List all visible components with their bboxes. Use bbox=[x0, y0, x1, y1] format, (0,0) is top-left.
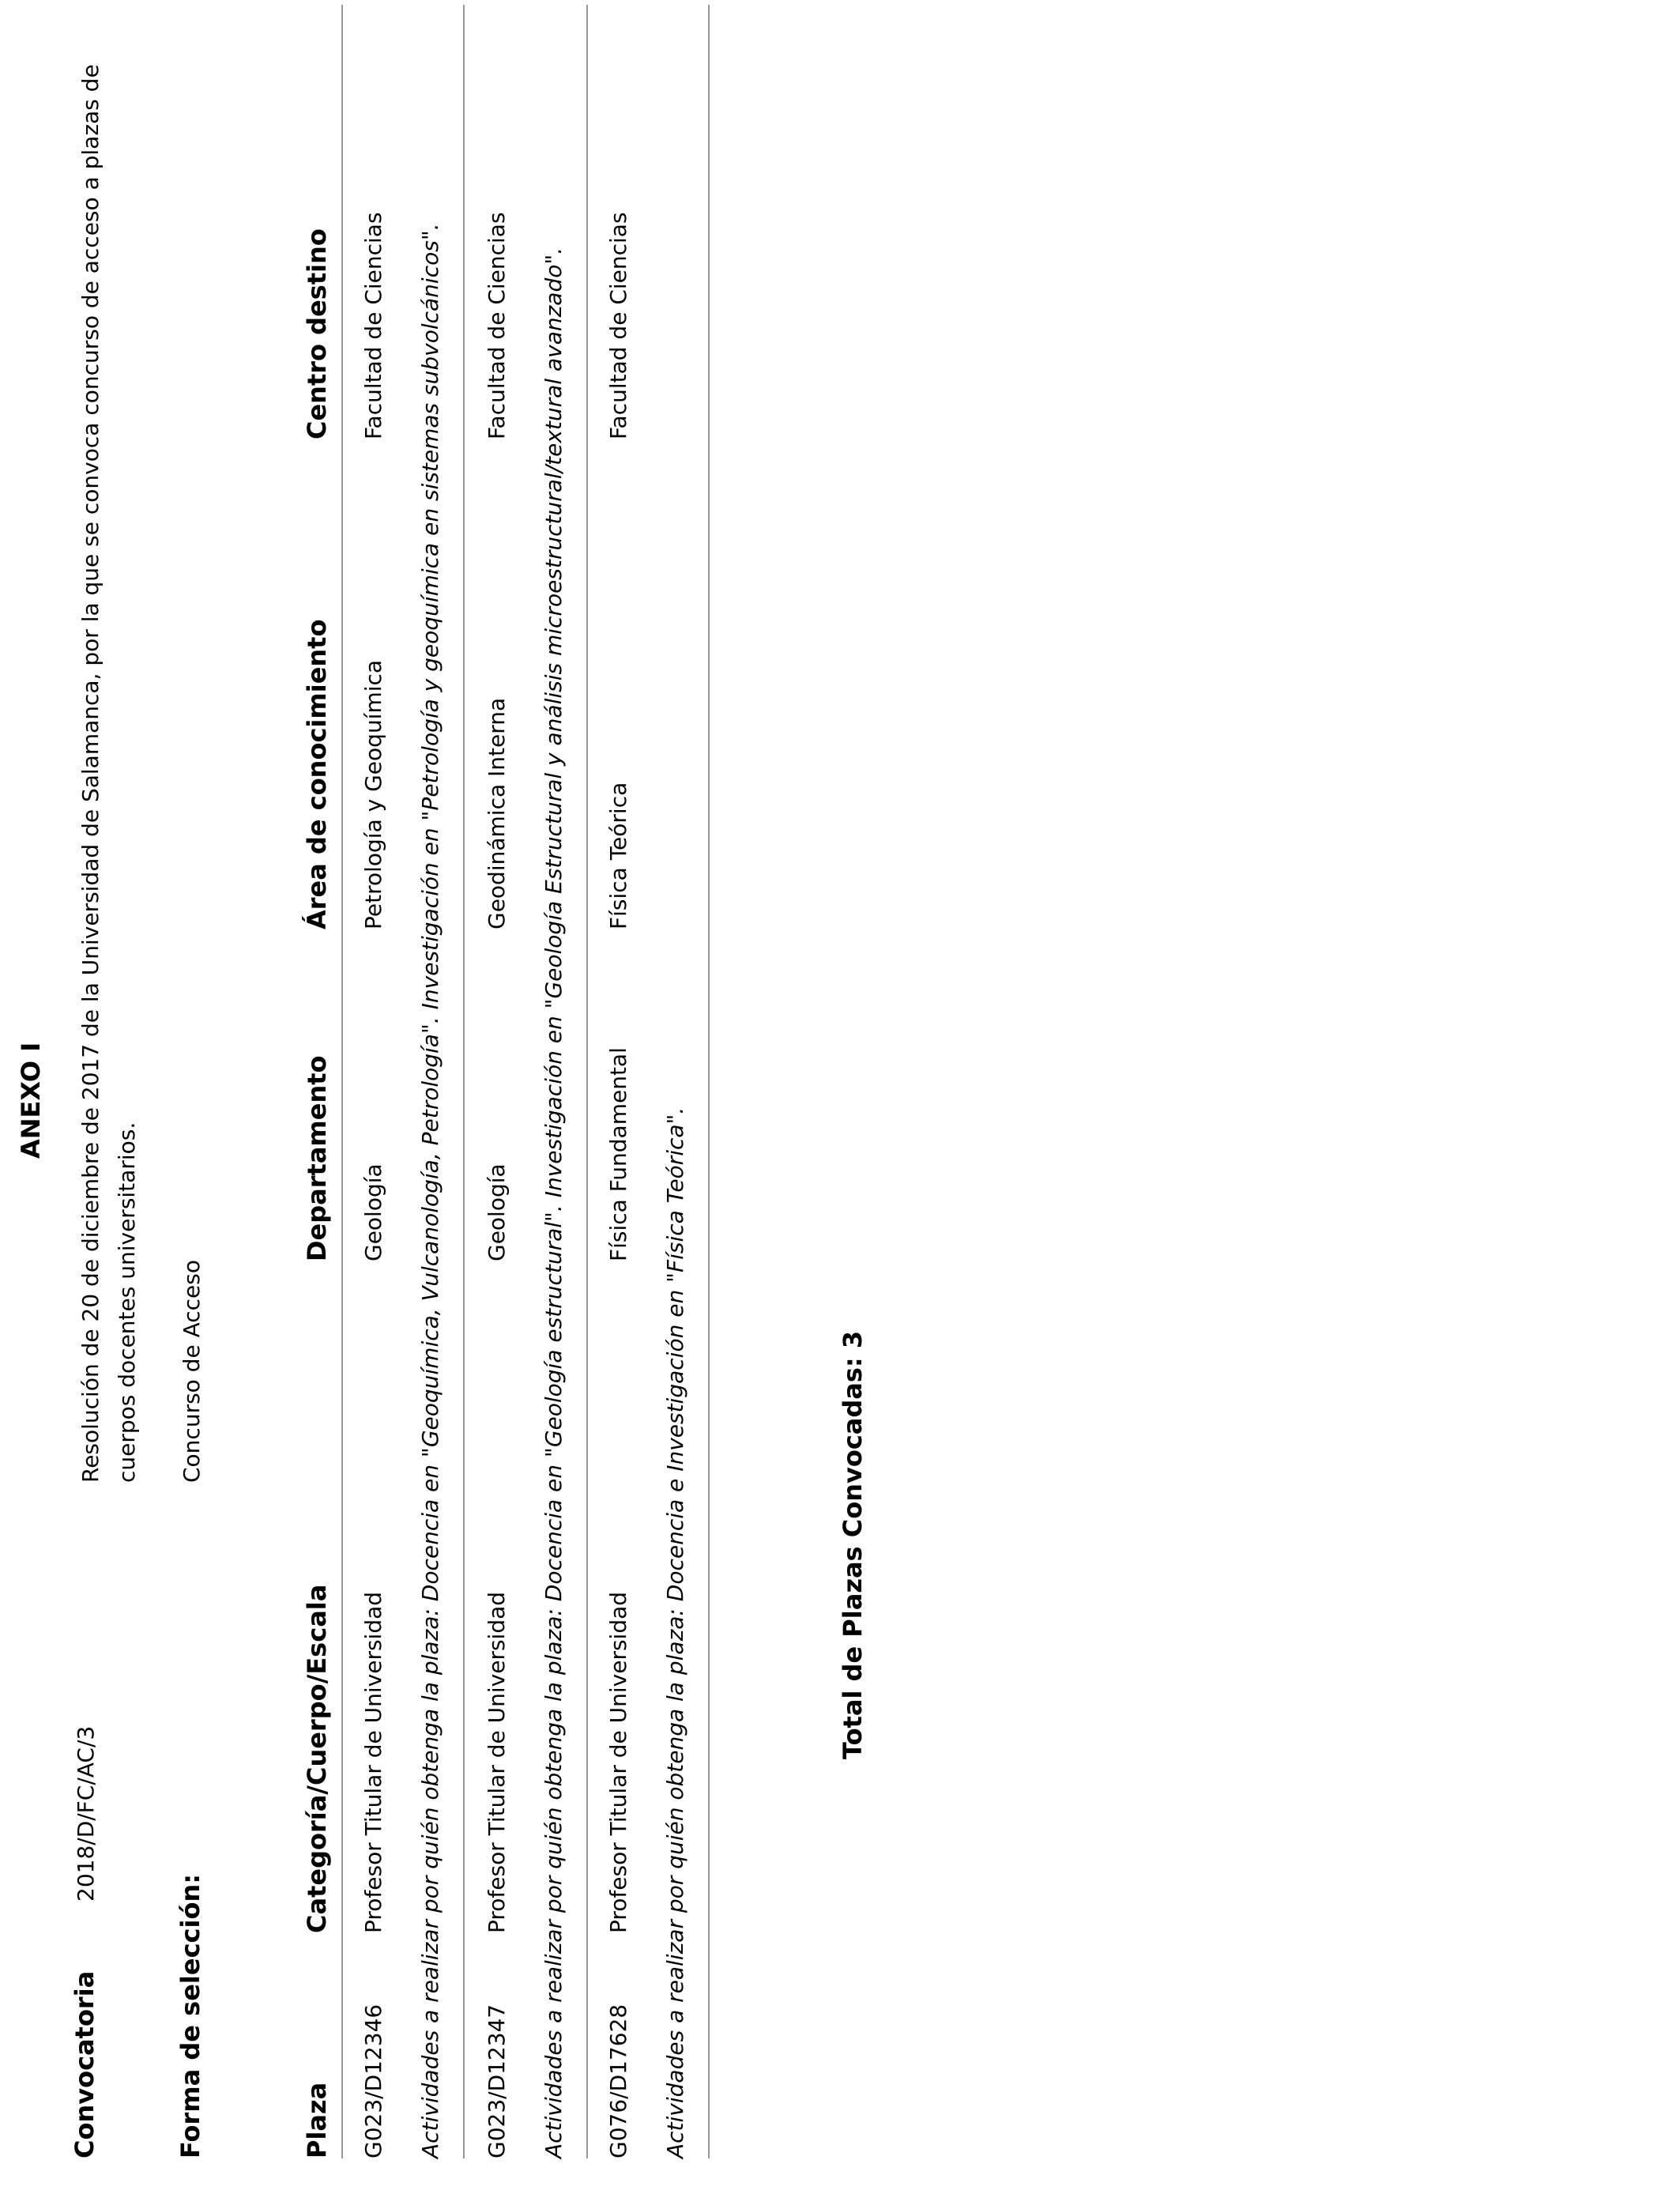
convocatoria-code: 2018/D/FC/AC/3 bbox=[73, 1725, 99, 1902]
total-plazas: Total de Plazas Convocadas: 3 bbox=[838, 1330, 868, 1759]
convocatoria-description: Resolución de 20 de diciembre de 2017 de la Universidad de Salamanca, por la que se convoca concurso de acceso a plazas de cuerpos docentes universitarios. bbox=[77, 64, 140, 1483]
header-departamento: Departamento bbox=[302, 1055, 332, 1261]
row-categoria: Profesor Titular de Universidad bbox=[605, 1591, 631, 1933]
row-centro: Facultad de Ciencias bbox=[605, 212, 631, 439]
row-centro: Facultad de Ciencias bbox=[360, 212, 386, 439]
row-plaza: G076/D17628 bbox=[605, 2004, 631, 2158]
row-departamento: Geología bbox=[484, 1163, 510, 1261]
row-categoria: Profesor Titular de Universidad bbox=[360, 1591, 386, 1933]
row-area: Geodinámica Interna bbox=[484, 697, 510, 929]
header-rule bbox=[341, 5, 343, 2158]
row-plaza: G023/D12346 bbox=[360, 2004, 386, 2158]
header-plaza: Plaza bbox=[302, 2082, 332, 2158]
header-centro: Centro destino bbox=[302, 228, 332, 439]
row-rule bbox=[708, 5, 710, 2158]
row-actividades: Actividades a realizar por quién obtenga la plaza: Docencia en "Geología estructural". Investigación en "Geología Estructural y análisis microestructural/textural avanzado". bbox=[541, 247, 567, 2158]
header-area: Área de conocimiento bbox=[302, 619, 332, 929]
row-departamento: Física Fundamental bbox=[605, 1047, 631, 1261]
row-actividades: Actividades a realizar por quién obtenga la plaza: Docencia en "Geoquímica, Vulcanología, Petrología". Investigación en "Petrología y geoquímica en sistemas subvolcánicos". bbox=[417, 223, 443, 2158]
row-area: Física Teórica bbox=[605, 782, 631, 929]
header-categoria: Categoría/Cuerpo/Escala bbox=[302, 1584, 332, 1933]
row-centro: Facultad de Ciencias bbox=[484, 212, 510, 439]
row-actividades: Actividades a realizar por quién obtenga la plaza: Docencia e Investigación en "Física Teórica". bbox=[662, 1106, 688, 2158]
forma-seleccion-label: Forma de selección: bbox=[175, 1873, 205, 2158]
anexo-title: ANEXO I bbox=[16, 1042, 46, 1159]
row-rule bbox=[586, 5, 588, 2158]
row-plaza: G023/D12347 bbox=[484, 2004, 510, 2158]
row-rule bbox=[463, 5, 465, 2158]
row-departamento: Geología bbox=[360, 1163, 386, 1261]
row-area: Petrología y Geoquímica bbox=[360, 659, 386, 929]
forma-seleccion-value: Concurso de Acceso bbox=[179, 1260, 205, 1483]
convocatoria-label: Convocatoria bbox=[70, 1970, 100, 2158]
row-categoria: Profesor Titular de Universidad bbox=[484, 1591, 510, 1933]
